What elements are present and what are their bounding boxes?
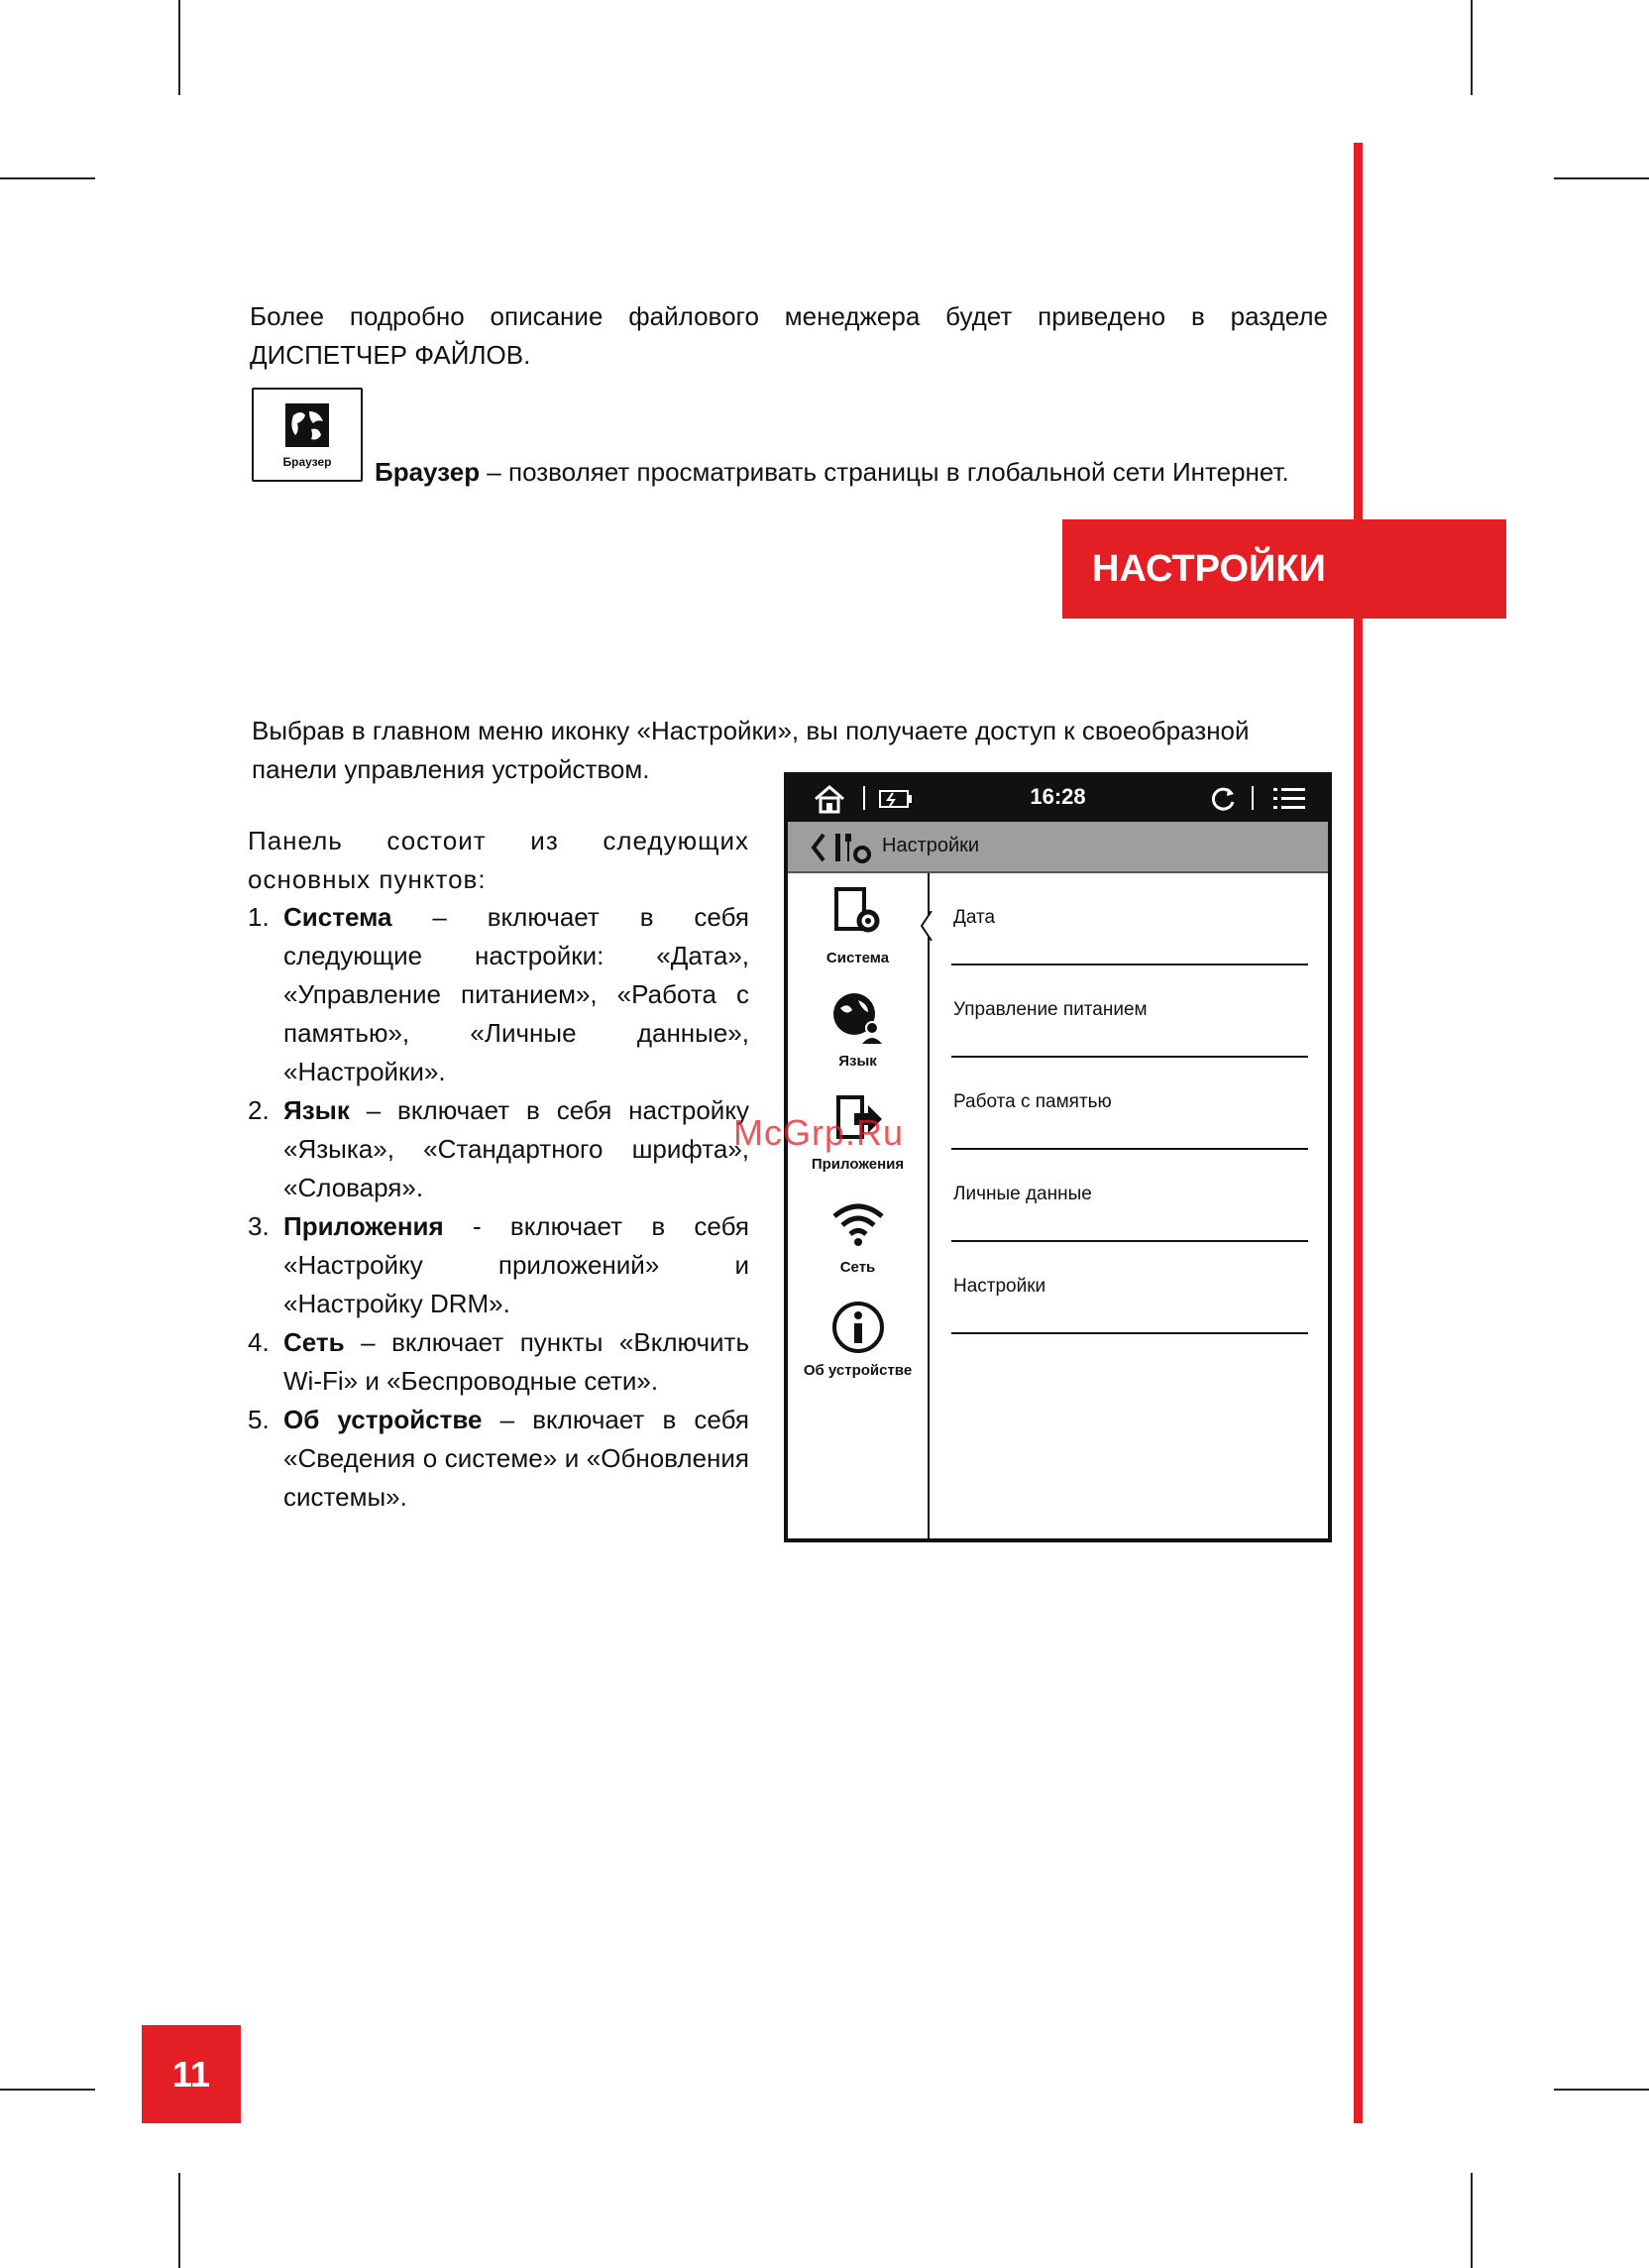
list-item: 3. Приложения - включает в себя «Настройку приложений» и «Настройку DRM». bbox=[248, 1211, 749, 1318]
browser-name: Браузер bbox=[375, 457, 481, 487]
menu-icon[interactable] bbox=[1273, 787, 1305, 811]
divider bbox=[1252, 786, 1254, 810]
red-margin-bar bbox=[1354, 143, 1363, 2123]
title-bar bbox=[788, 822, 1328, 873]
browser-desc: – позволяет просматривать страницы в глобальной сети Интернет. bbox=[480, 457, 1289, 487]
status-bar bbox=[788, 776, 1328, 822]
list-item: 4. Сеть – включает пункты «Включить Wi-Fi» и «Беспроводные сети». bbox=[248, 1327, 749, 1396]
sidebar-item-language[interactable]: Язык bbox=[788, 990, 928, 1070]
crop-mark bbox=[1471, 0, 1473, 95]
sidebar-item-system[interactable]: Система bbox=[788, 887, 928, 966]
info-icon bbox=[828, 1300, 888, 1355]
page-number: 11 bbox=[142, 2025, 241, 2123]
crop-mark bbox=[178, 0, 180, 95]
sidebar-item-about[interactable]: Об устройстве bbox=[788, 1300, 928, 1379]
setting-row-personal[interactable]: Личные данные bbox=[951, 1150, 1308, 1242]
status-time: 16:28 bbox=[1030, 784, 1086, 809]
browser-icon-label: Браузер bbox=[282, 454, 332, 469]
device-screenshot bbox=[784, 772, 1332, 1542]
crop-mark bbox=[0, 2089, 95, 2091]
crop-mark bbox=[1554, 177, 1649, 179]
selection-notch bbox=[921, 911, 933, 941]
list-item: 1. Система – включает в себя следующие настройки: «Дата», «Управление питанием», «Работа с памятью», «Личные данные», «Настройки». bbox=[248, 902, 749, 1086]
settings-intro: Выбрав в главном меню иконку «Настройки», вы получаете доступ к своеобразной панели управления устройством. bbox=[252, 716, 1250, 784]
list-item: 2. Язык – включает в себя настройку «Языка», «Стандартного шрифта», «Словаря». bbox=[248, 1095, 749, 1202]
setting-row-memory[interactable]: Работа с памятью bbox=[951, 1058, 1308, 1150]
crop-mark bbox=[0, 177, 95, 179]
watermark: McGrp.Ru bbox=[733, 1112, 905, 1153]
settings-sidebar bbox=[788, 873, 930, 1538]
globe-person-icon bbox=[828, 990, 888, 1046]
crop-mark bbox=[1554, 2089, 1649, 2091]
setting-row-power[interactable]: Управление питанием bbox=[951, 965, 1308, 1058]
crop-mark bbox=[1471, 2173, 1473, 2268]
sidebar-item-network[interactable]: Сеть bbox=[788, 1196, 928, 1276]
intro-paragraph: Более подробно описание файлового менеджера будет приведено в разделе ДИСПЕТЧЕР ФАЙЛОВ. bbox=[250, 301, 1328, 370]
setting-row-settings[interactable]: Настройки bbox=[951, 1242, 1308, 1334]
refresh-icon[interactable] bbox=[1208, 784, 1238, 814]
browser-paragraph bbox=[250, 453, 1328, 492]
device-gear-icon bbox=[828, 887, 888, 943]
list-item: 5. Об устройстве – включает в себя «Сведения о системе» и «Обновления системы». bbox=[248, 1405, 749, 1512]
crop-mark bbox=[178, 2173, 180, 2268]
settings-rows bbox=[951, 873, 1308, 1334]
back-chevron-icon[interactable] bbox=[810, 832, 827, 863]
page-title: Настройки bbox=[882, 835, 980, 856]
settings-tools-icon bbox=[831, 830, 871, 865]
sidebar-item-apps[interactable]: Приложения bbox=[788, 1093, 928, 1173]
setting-row-date[interactable]: Дата bbox=[951, 873, 1308, 965]
wifi-icon bbox=[828, 1196, 888, 1252]
settings-list bbox=[248, 898, 749, 1517]
panel-intro: Панель состоит из следующих основных пунктов: bbox=[248, 826, 749, 894]
section-title: НАСТРОЙКИ bbox=[1062, 519, 1506, 619]
globe-icon bbox=[283, 401, 331, 449]
